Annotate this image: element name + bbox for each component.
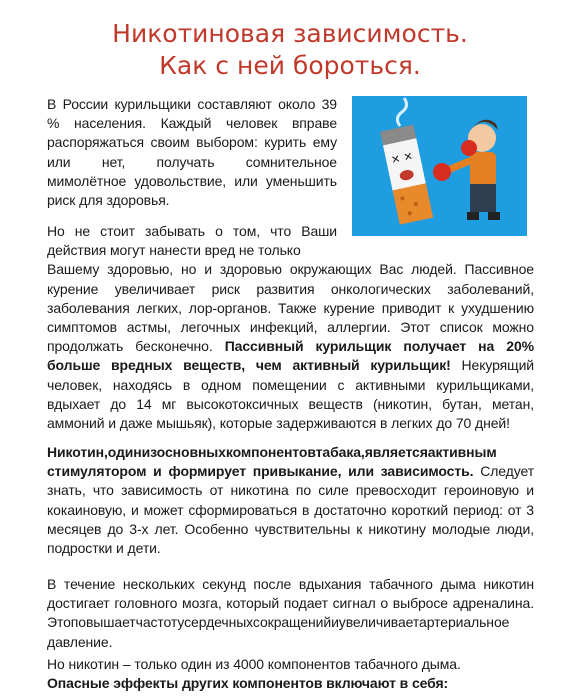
cigarette-boxing-illustration-icon — [352, 96, 527, 236]
passive-smoking-intro: Но не стоит забывать о том, что Ваши действия могут нанести вред не только — [47, 223, 337, 259]
components-highlight: Опасные эффекты других компонентов включают в себя: — [47, 675, 449, 692]
intro-paragraph: В России курильщики составляют около 39 % населения. Каждый человек вправе распоряжаться своим выбором: курить ему или нет, получать сомнительное мимолётное удовольствие, или уменьшить риск для здоровья. — [47, 96, 337, 209]
components-text: Но никотин – только один из 4000 компонентов табачного дыма. — [47, 656, 461, 672]
passive-smoking-end: Некурящий человек, находясь в одном помещении с активными курильщиками, вдыхает до 14 мг высокотоксичных веществ (никотин, бутан, метан, аммоний и даже мышьяк), которые задерживаются в легких до 70 дней! — [47, 357, 535, 432]
page-title — [0, 18, 580, 82]
nicotine-addiction-paragraph — [47, 443, 534, 558]
title-line-2: Как с ней бороться. — [159, 51, 421, 80]
nicotine-effect-paragraph: В течение нескольких секунд после вдыхания табачного дыма никотин достигает головного мозга, который подает сигнал о выбросе адреналина. Этоповышаетчастотусердечныхсокращенийиувеличиваетартериальное давление. — [47, 576, 534, 650]
svg-text:✕ ✕: ✕ ✕ — [389, 149, 415, 167]
nicotine-text: Следует знать, что зависимость от никотина по силе превосходит героиновую и кокаиновую, и может сформироваться в достаточно короткий период: от 3 месяцев до 3-х лет. Особенно чувствительны к никотину молодые люди, подростки и дети. — [47, 463, 535, 557]
components-paragraph — [47, 655, 534, 693]
passive-smoking-highlight: Пассивный курильщик получает на 20% больше вредных веществ, чем активный курильщик! — [47, 338, 534, 374]
nicotine-highlight: Никотин,одинизосновныхкомпонентовтабака,являетсяактивным стимулятором и формирует привыкание, или зависимость. — [47, 444, 497, 480]
passive-smoking-paragraph — [47, 222, 534, 433]
title-line-1: Никотиновая зависимость. — [112, 19, 468, 48]
passive-smoking-text: Вашему здоровью, но и здоровью окружающих Вас людей. Пассивное курение увеличивает риск развития онкологических заболеваний, заболевания легких, лор-органов. Также курение приводит к ухудшению симптомов астмы, легочных инфекций, аллергии. Этот список можно продолжать бесконечно. — [47, 261, 534, 355]
